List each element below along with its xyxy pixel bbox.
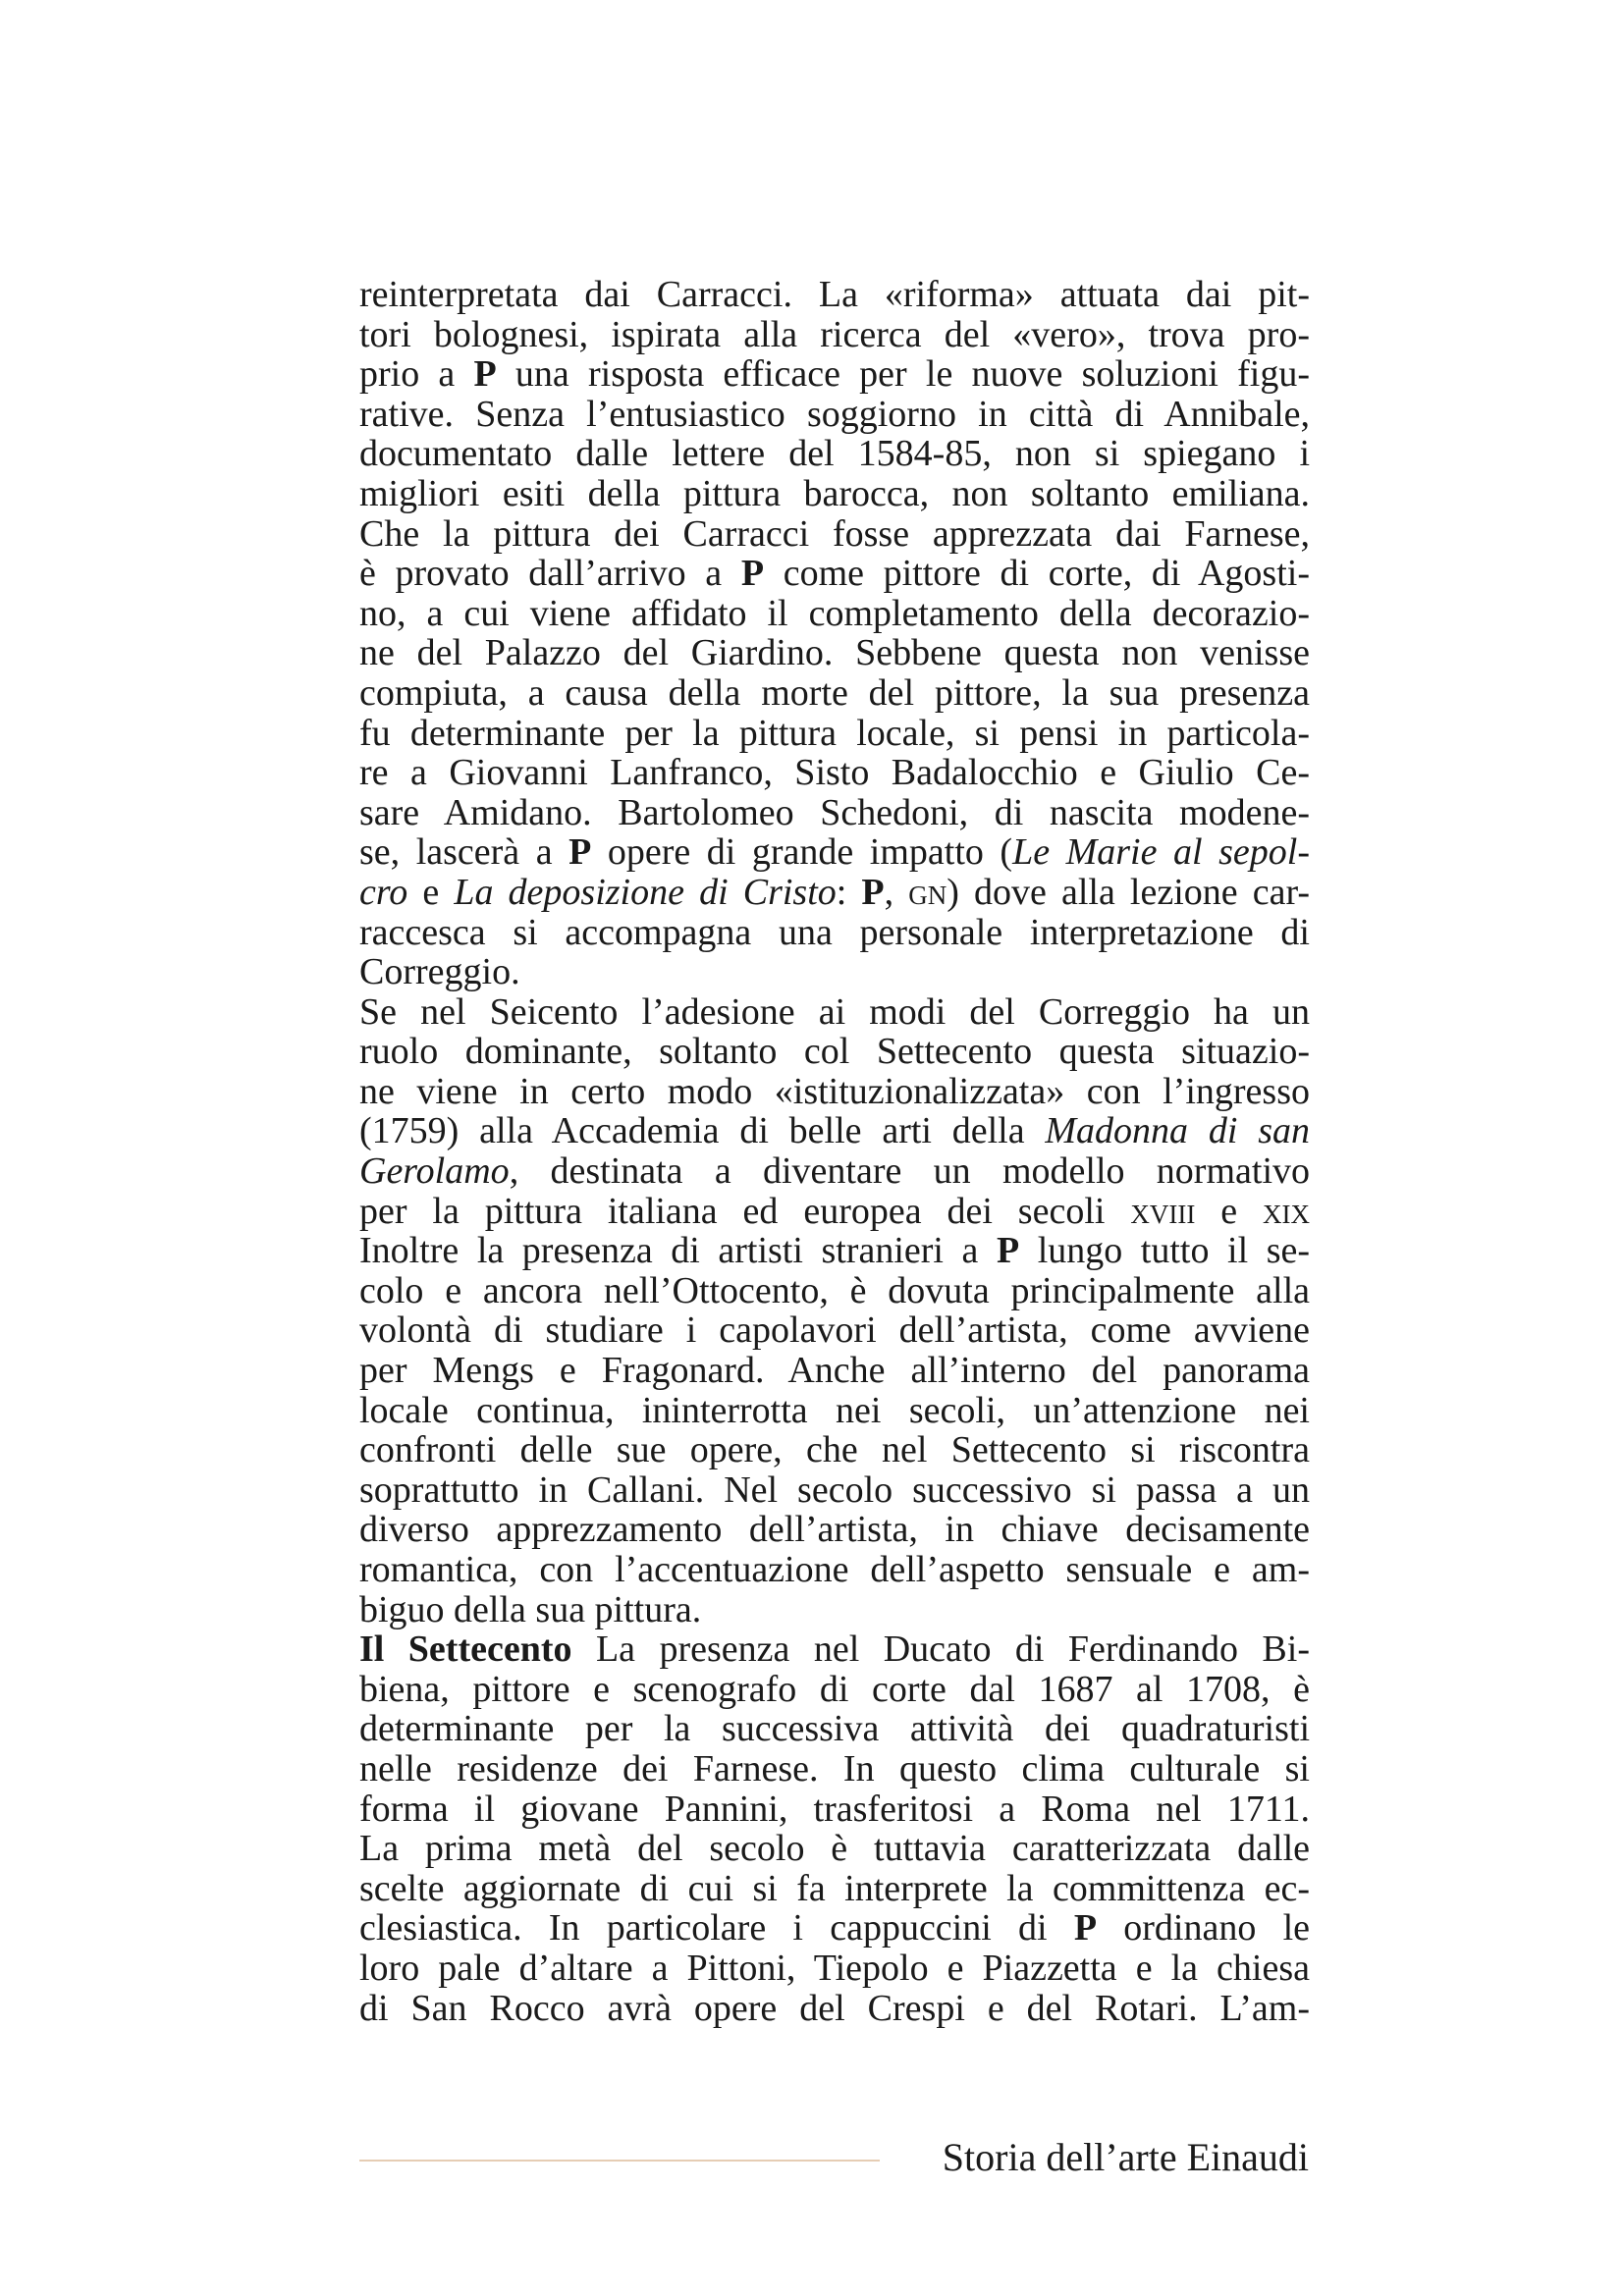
text-line: compiuta, a causa della morte del pittore, la sua presenza	[359, 671, 1310, 714]
text-line: soprattutto in Callani. Nel secolo successivo si passa a un	[359, 1468, 1310, 1511]
text-line: Gerolamo, destinata a diventare un modello normativo	[359, 1150, 1310, 1193]
text-line: tori bolognesi, ispirata alla ricerca del «vero», trova pro-	[359, 313, 1310, 355]
text-line: Il Settecento La presenza nel Ducato di Ferdinando Bi-	[359, 1629, 1310, 1671]
text-line: prio a P una risposta efficace per le nuove soluzioni figu-	[359, 353, 1310, 396]
text-line: biena, pittore e scenografo di corte dal 1687 al 1708, è	[359, 1668, 1310, 1710]
text-line: locale continua, ininterrotta nei secoli, un’attenzione nei	[359, 1389, 1310, 1431]
text-line: migliori esiti della pittura barocca, non soltanto emiliana.	[359, 472, 1310, 514]
text-line: Inoltre la presenza di artisti stranieri a P lungo tutto il se-	[359, 1230, 1311, 1272]
text-line: nelle residenze dei Farnese. In questo clima culturale si	[359, 1747, 1310, 1789]
section-heading: Il Settecento	[359, 1629, 572, 1671]
text-line: clesiastica. In particolare i cappuccini di P ordinano le	[359, 1907, 1310, 1949]
text-line: Se nel Seicento l’adesione ai modi del Correggio ha un	[359, 990, 1310, 1033]
text-line: sare Amidano. Bartolomeo Schedoni, di nascita modene-	[359, 791, 1310, 833]
text-line: Correggio.	[359, 951, 520, 993]
text-line: (1759) alla Accademia di belle arti della Madonna di san	[359, 1110, 1310, 1152]
text-line: rative. Senza l’entusiastico soggiorno in città di Annibale,	[359, 393, 1310, 435]
text-line: se, lascerà a P opere di grande impatto (Le Marie al sepol-	[359, 831, 1310, 874]
text-line: loro pale d’altare a Pittoni, Tiepolo e Piazzetta e la chiesa	[359, 1947, 1310, 1989]
body-text	[359, 275, 1310, 2028]
footer-rule	[359, 2160, 880, 2162]
text-line: reinterpretata dai Carracci. La «riforma» attuata dai pit-	[359, 274, 1310, 315]
text-line: forma il giovane Pannini, trasferitosi a Roma nel 1711.	[359, 1788, 1310, 1830]
footer-title: Storia dell’arte Einaudi	[942, 2135, 1309, 2179]
text-line: re a Giovanni Lanfranco, Sisto Badalocchio e Giulio Ce-	[359, 752, 1310, 794]
text-line: determinante per la successiva attività dei quadraturisti	[359, 1708, 1310, 1750]
text-line: diverso apprezzamento dell’artista, in chiave decisamente	[359, 1509, 1310, 1551]
text-line: ne del Palazzo del Giardino. Sebbene questa non venisse	[359, 632, 1310, 674]
text-line: per Mengs e Fragonard. Anche all’interno del panorama	[359, 1350, 1310, 1392]
text-line: no, a cui viene affidato il completamento della decorazio-	[359, 592, 1310, 634]
text-line: raccesca si accompagna una personale interpretazione di	[359, 911, 1310, 953]
text-line: La prima metà del secolo è tuttavia caratterizzata dalle	[359, 1828, 1310, 1870]
text-line: per la pittura italiana ed europea dei secoli xviii e xix	[359, 1190, 1310, 1232]
text-line: biguo della sua pittura.	[359, 1588, 702, 1630]
text-line: confronti delle sue opere, che nel Settecento si riscontra	[359, 1429, 1310, 1471]
text-line: di San Rocco avrà opere del Crespi e del Rotari. L’am-	[359, 1987, 1310, 2029]
text-line: romantica, con l’accentuazione dell’aspetto sensuale e am-	[359, 1549, 1310, 1590]
text-line: scelte aggiornate di cui si fa interprete la committenza ec-	[359, 1867, 1310, 1909]
text-line: ne viene in certo modo «istituzionalizzata» con l’ingresso	[359, 1070, 1310, 1112]
text-line: ruolo dominante, soltanto col Settecento questa situazio-	[359, 1031, 1310, 1073]
text-line: documentato dalle lettere del 1584-85, non si spiegano i	[359, 433, 1310, 475]
text-line: Che la pittura dei Carracci fosse apprezzata dai Farnese,	[359, 512, 1310, 555]
text-line: cro e La deposizione di Cristo: P, gn) dove alla lezione car-	[359, 871, 1310, 913]
text-line: è provato dall’arrivo a P come pittore di corte, di Agosti-	[359, 553, 1310, 595]
text-line: fu determinante per la pittura locale, si pensi in particola-	[359, 712, 1310, 754]
text-line: volontà di studiare i capolavori dell’artista, come avviene	[359, 1309, 1310, 1352]
text-line: colo e ancora nell’Ottocento, è dovuta principalmente alla	[359, 1269, 1310, 1311]
